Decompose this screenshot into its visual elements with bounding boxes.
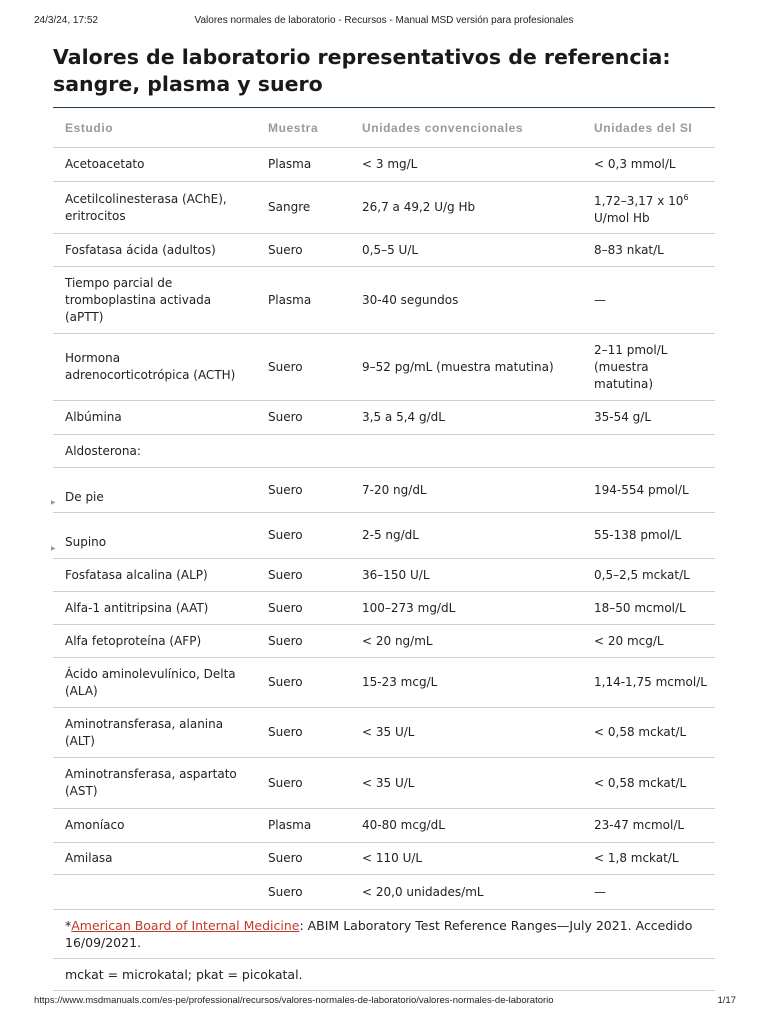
cell-study: Acetilcolinesterasa (AChE), eritrocitos	[53, 182, 256, 234]
cell-sample: Suero	[256, 334, 350, 401]
cell-sample: Suero	[256, 875, 350, 910]
reference-values-table	[53, 108, 715, 910]
cell-sample: Suero	[256, 843, 350, 875]
cell-sample: Suero	[256, 401, 350, 435]
cell-si: 8–83 nkat/L	[582, 234, 715, 267]
table-row	[53, 234, 715, 267]
table-row	[53, 658, 715, 708]
print-url: https://www.msdmanuals.com/es-pe/professional/recursos/valores-normales-de-laboratorio/valores-normales-de-laboratorio	[34, 995, 554, 1006]
cell-sample: Sangre	[256, 182, 350, 234]
cell-si: 2–11 pmol/L (muestra matutina)	[582, 334, 715, 401]
table-header-row	[53, 108, 715, 148]
si-unit: U/mol Hb	[594, 210, 650, 225]
cell-study: Aminotransferasa, alanina (ALT)	[53, 708, 256, 758]
cell-conventional: < 35 U/L	[350, 758, 582, 809]
cell-conventional: 100–273 mg/dL	[350, 592, 582, 625]
cell-conventional: 9–52 pg/mL (muestra matutina)	[350, 334, 582, 401]
cell-sample: Suero	[256, 468, 350, 513]
cell-conventional: < 110 U/L	[350, 843, 582, 875]
cell-si: 55-138 pmol/L	[582, 513, 715, 559]
table-row	[53, 843, 715, 875]
table-row	[53, 809, 715, 843]
cell-sample: Plasma	[256, 809, 350, 843]
cell-conventional: 30-40 segundos	[350, 267, 582, 334]
cell-conventional: 40-80 mcg/dL	[350, 809, 582, 843]
cell-study-text: Supino	[65, 535, 107, 549]
cell-conventional: < 3 mg/L	[350, 148, 582, 182]
table-row	[53, 182, 715, 234]
cell-si: < 20 mcg/L	[582, 625, 715, 658]
print-footer	[0, 995, 768, 1009]
cell-sample: Suero	[256, 559, 350, 592]
column-header-conventional-units: Unidades convencionales	[350, 108, 582, 148]
cell-si: 1,14-1,75 mcmol/L	[582, 658, 715, 708]
cell-conventional: 2-5 ng/dL	[350, 513, 582, 559]
cell-study: Aldosterona:	[53, 435, 256, 468]
cell-conventional: 15-23 mcg/L	[350, 658, 582, 708]
cell-sample: Suero	[256, 708, 350, 758]
cell-conventional	[350, 435, 582, 468]
column-header-sample: Muestra	[256, 108, 350, 148]
cell-si: < 0,58 mckat/L	[582, 758, 715, 809]
cell-study	[53, 875, 256, 910]
cell-sample: Suero	[256, 234, 350, 267]
cell-sample: Suero	[256, 513, 350, 559]
cell-conventional: 3,5 a 5,4 g/dL	[350, 401, 582, 435]
cell-study: Amilasa	[53, 843, 256, 875]
main-content	[53, 40, 715, 991]
page-counter: 1/17	[717, 995, 736, 1006]
footnote-text: : ABIM Laboratory Test Reference Ranges—July 2021. Accedido 16/09/2021.	[65, 918, 693, 950]
page-title: Valores de laboratorio representativos de referencia: sangre, plasma y suero	[53, 45, 671, 96]
print-datetime: 24/3/24, 17:52	[34, 15, 98, 26]
footnote-asterisk: *	[65, 918, 72, 933]
cell-si: 35-54 g/L	[582, 401, 715, 435]
table-row	[53, 592, 715, 625]
cell-study: Fosfatasa ácida (adultos)	[53, 234, 256, 267]
table-row	[53, 468, 715, 513]
cell-study	[53, 513, 256, 559]
cell-conventional: < 35 U/L	[350, 708, 582, 758]
cell-si: —	[582, 267, 715, 334]
bullet-triangle-icon: ▶	[51, 544, 56, 552]
cell-sample: Suero	[256, 592, 350, 625]
si-exponent: 6	[683, 192, 689, 202]
cell-conventional: 0,5–5 U/L	[350, 234, 582, 267]
footnote	[53, 910, 715, 959]
cell-study: Acetoacetato	[53, 148, 256, 182]
cell-study-text: De pie	[65, 489, 104, 504]
table-row	[53, 401, 715, 435]
column-header-study: Estudio	[53, 108, 256, 148]
table-row	[53, 625, 715, 658]
cell-sample	[256, 435, 350, 468]
cell-sample: Suero	[256, 758, 350, 809]
cell-si: 23-47 mcmol/L	[582, 809, 715, 843]
table-row	[53, 435, 715, 468]
table-row	[53, 708, 715, 758]
cell-si: 18–50 mcmol/L	[582, 592, 715, 625]
cell-sample: Suero	[256, 658, 350, 708]
cell-study: Tiempo parcial de tromboplastina activada (aPTT)	[53, 267, 256, 334]
cell-si	[582, 182, 715, 234]
table-row	[53, 334, 715, 401]
cell-study	[53, 468, 256, 513]
cell-conventional: < 20,0 unidades/mL	[350, 875, 582, 910]
cell-conventional: < 20 ng/mL	[350, 625, 582, 658]
cell-si: < 0,58 mckat/L	[582, 708, 715, 758]
abbreviations-note: mckat = microkatal; pkat = picokatal.	[53, 959, 715, 991]
print-header	[0, 15, 768, 29]
cell-si: 0,5–2,5 mckat/L	[582, 559, 715, 592]
cell-sample: Suero	[256, 625, 350, 658]
si-value: 1,72–3,17 x 10	[594, 193, 684, 208]
bullet-triangle-icon: ▶	[51, 499, 56, 506]
cell-study: Amoníaco	[53, 809, 256, 843]
cell-si	[582, 435, 715, 468]
abim-link[interactable]: American Board of Internal Medicine	[71, 918, 300, 933]
cell-conventional: 26,7 a 49,2 U/g Hb	[350, 182, 582, 234]
cell-study: Alfa-1 antitripsina (AAT)	[53, 592, 256, 625]
column-header-si-units: Unidades del SI	[582, 108, 715, 148]
cell-si: 194-554 pmol/L	[582, 468, 715, 513]
table-row	[53, 148, 715, 182]
cell-si: < 0,3 mmol/L	[582, 148, 715, 182]
cell-study: Alfa fetoproteína (AFP)	[53, 625, 256, 658]
cell-conventional: 7-20 ng/dL	[350, 468, 582, 513]
table-row	[53, 875, 715, 910]
table-row	[53, 559, 715, 592]
print-doc-title: Valores normales de laboratorio - Recursos - Manual MSD versión para profesionales	[194, 15, 574, 26]
cell-study: Albúmina	[53, 401, 256, 435]
cell-study: Fosfatasa alcalina (ALP)	[53, 559, 256, 592]
table-row	[53, 513, 715, 559]
cell-study: Aminotransferasa, aspartato (AST)	[53, 758, 256, 809]
table-row	[53, 758, 715, 809]
cell-conventional: 36–150 U/L	[350, 559, 582, 592]
cell-sample: Plasma	[256, 267, 350, 334]
table-row	[53, 267, 715, 334]
cell-si: < 1,8 mckat/L	[582, 843, 715, 875]
cell-study: Ácido aminolevulínico, Delta (ALA)	[53, 658, 256, 708]
cell-study: Hormona adrenocorticotrópica (ACTH)	[53, 334, 256, 401]
cell-sample: Plasma	[256, 148, 350, 182]
cell-si: —	[582, 875, 715, 910]
